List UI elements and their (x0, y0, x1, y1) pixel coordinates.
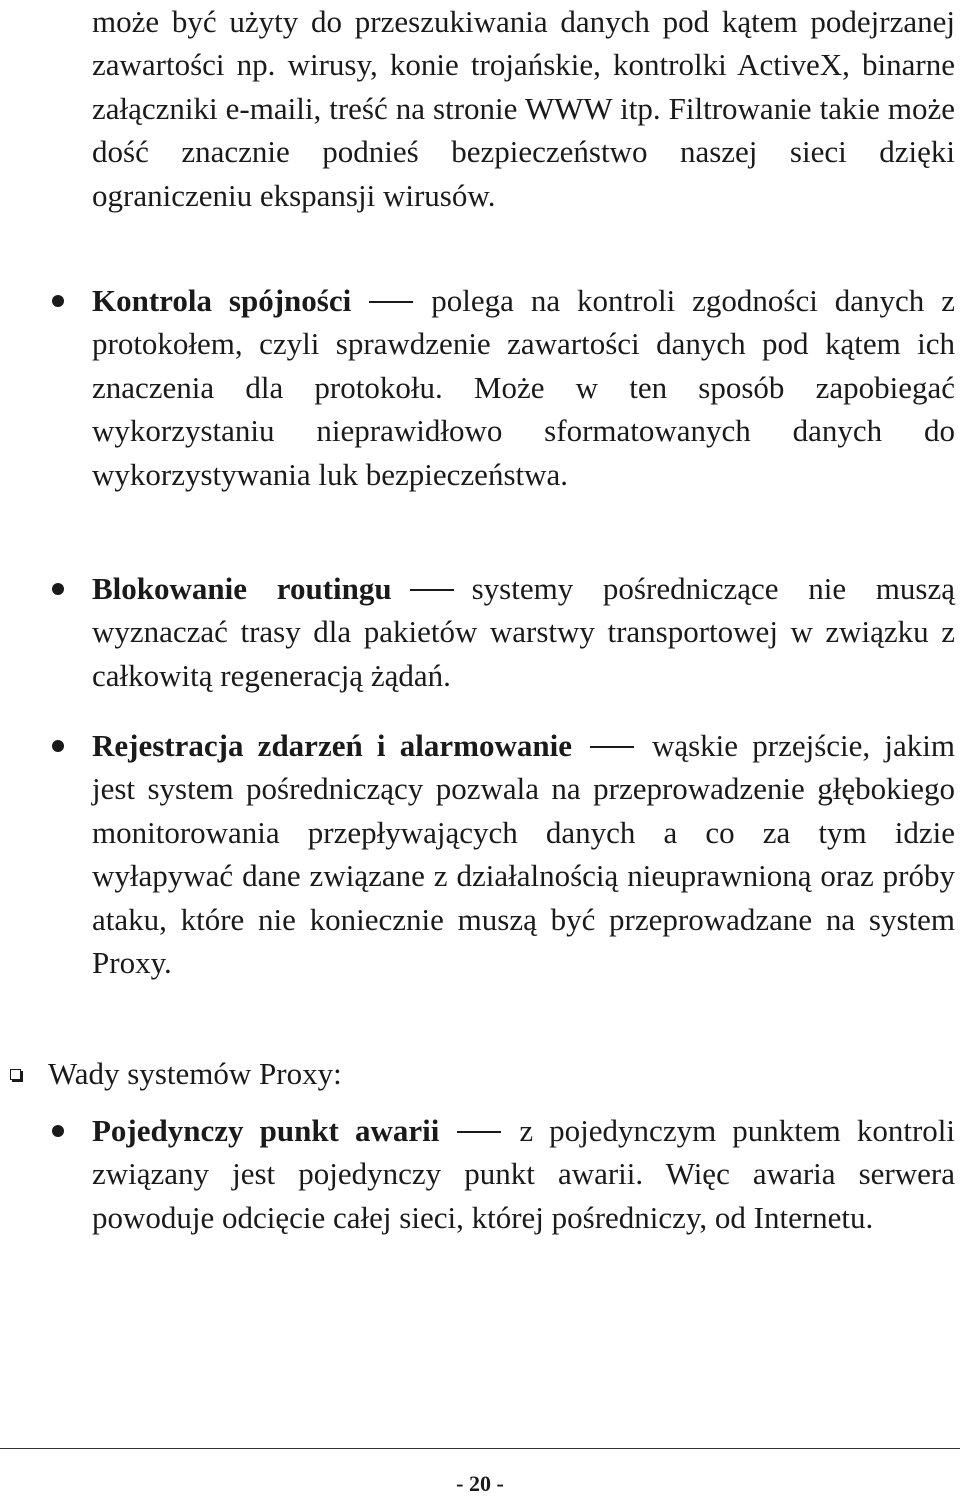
bullet-icon (52, 1125, 64, 1137)
footer-divider (0, 1448, 960, 1449)
list-item-consistency-control (92, 279, 955, 496)
list-item-term: Kontrola spójności (92, 283, 352, 318)
em-dash (590, 746, 634, 748)
list-item-term: Rejestracja zdarzeń i alarmowanie (92, 728, 572, 763)
list-item-text: wąskie przejście, jakim jest system pośredniczący pozwala na przeprowadzenie głębokiego monitorowania przepływających danych a co za tym idzie wyłapywać dane związane z działalnością nieuprawnioną oraz próby ataku, które nie koniecznie muszą być przeprowadzane na system Proxy. (92, 728, 955, 981)
list-item-routing-blocking (92, 567, 955, 697)
em-dash (369, 301, 413, 303)
em-dash (457, 1131, 501, 1133)
bullet-icon (52, 295, 64, 307)
em-dash (410, 589, 454, 591)
list-item-text: polega na kontroli zgodności danych z protokołem, czyli sprawdzenie zawartości danych pod kątem ich znaczenia dla protokołu. Może w ten sposób zapobiegać wykorzystaniu nieprawidłowo sformatowanych danych do wykorzystywania luk bezpieczeństwa. (92, 283, 956, 492)
section-heading: Wady systemów Proxy: (48, 1056, 342, 1091)
bullet-icon (52, 740, 64, 752)
intro-paragraph: może być użyty do przeszukiwania danych pod kątem podejrzanej zawartości np. wirusy, konie trojańskie, kontrolki ActiveX, binarne załączniki e-maili, treść na stronie WWW itp. Filtrowanie takie może dość znacznie podnieś bezpieczeństwo naszej sieci dzięki ograniczeniu ekspansji wirusów. (92, 4, 955, 213)
list-item-text: z pojedynczym punktem kontroli związany jest pojedynczy punkt awarii. Więc awaria serwera powoduje odcięcie całej sieci, której pośredniczy, od Internetu. (92, 1113, 955, 1235)
page-number: - 20 - (456, 1471, 504, 1496)
square-bullet-icon (10, 1069, 21, 1080)
list-item-term: Blokowanie routingu (92, 571, 392, 606)
list-item-term: Pojedynczy punkt awarii (92, 1113, 440, 1148)
list-item-single-point-failure (92, 1109, 955, 1239)
list-item-event-logging (92, 724, 955, 984)
list-item-text: systemy pośredniczące nie muszą wyznaczać trasy dla pakietów warstwy transportowej w związku z całkowitą regeneracją żądań. (92, 571, 955, 693)
bullet-icon (52, 583, 64, 595)
